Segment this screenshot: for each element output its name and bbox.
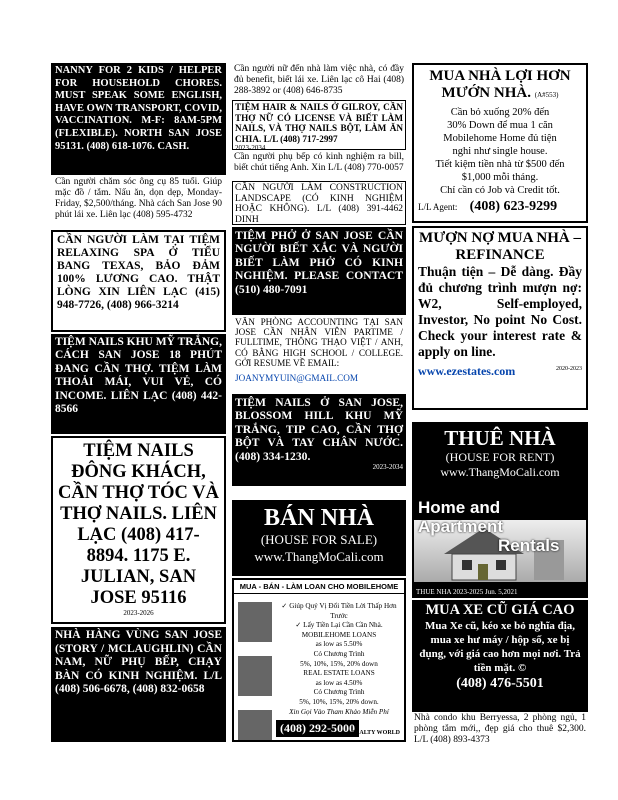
refi-text: Thuận tiện – Dễ dàng. Đầy đủ chương trình mượn nợ: W2, Self-employed, Investor, No point No Cost. Check your interest rate & apply on line.	[418, 264, 582, 359]
rent-site: www.ThangMoCali.com	[440, 465, 560, 479]
avatar	[238, 656, 272, 696]
loan-phone: (408) 292-5000	[276, 720, 359, 737]
ad-gilroy-text: TIỆM HAIR & NAILS Ở GILROY, CẦN THỢ NỮ CÓ LICENSE VÀ BIẾT LÀM NAILS, VÀ THỢ NAILS BỘT, LÀM ĂN CHIA. L/L (408) 717-2997	[235, 102, 403, 144]
rentals-line-1: Home and Apartment	[418, 498, 504, 536]
ad-accounting	[232, 316, 406, 392]
avatar	[238, 602, 272, 642]
buy-body	[418, 106, 582, 197]
loan-line: 5%, 10%, 15%, 20% down	[300, 659, 378, 668]
ad-elder-care	[51, 176, 226, 230]
loan-line: Xin Gọi Vào Tham Khảo Miễn Phí	[289, 707, 389, 716]
buy-line: nghi như single house.	[452, 146, 548, 157]
loan-line: 5%, 10%, 15%, 20% down.	[299, 697, 379, 706]
car-text: Mua Xe cũ, kéo xe bỏ nghĩa địa, mua xe hư máy / hộp số, xe bị đụng, với giá cao hơn mọi nơi. Trả tiền mặt. ©	[419, 620, 581, 674]
ad-blossom-text: TIỆM NAILS Ở SAN JOSE, BLOSSOM HILL KHU MỸ TRẮNG, TIP CAO, CẦN THỢ BỘT VÀ TAY CHÂN NƯỚC. (408) 334-1230.	[235, 396, 403, 463]
ad-condo	[412, 712, 588, 744]
buy-title	[418, 68, 582, 104]
ad-mobilehome-loan	[232, 578, 406, 742]
buy-agent	[418, 199, 582, 215]
ad-accounting-text: VĂN PHÒNG ACCOUNTING TẠI SAN JOSE CẦN NHÂN VIÊN PARTIME / FULLTIME, THÔNG THẠO VIỆT / ANH, CÓ BẰNG HIGH SCHOOL / COLLEGE. GỞI RESUME VỀ EMAIL:	[235, 317, 403, 368]
buy-code: (A#553)	[534, 91, 559, 99]
ad-house-rent	[412, 422, 588, 492]
ad-buy-house	[412, 63, 588, 223]
sale-sub: (HOUSE FOR SALE)	[260, 532, 378, 547]
ad-blossom-code: 2023-2034	[372, 463, 403, 472]
accounting-email-link[interactable]: JOANYMYUIN@GMAIL.COM	[235, 373, 359, 384]
buy-line: Chỉ cần có Job và Credit tốt.	[440, 185, 560, 196]
loan-line: MOBILEHOME LOANS	[301, 630, 377, 639]
ad-nails-2	[51, 436, 226, 624]
buy-line: Mobilehome Home đủ tiện	[443, 133, 557, 144]
loan-details	[276, 602, 402, 717]
buy-line: Tiết kiệm tiền nhà từ $500 đến	[435, 159, 565, 170]
ad-cook	[232, 151, 406, 179]
ad-gilroy	[232, 100, 406, 150]
ad-house-sale	[232, 500, 406, 576]
sale-site: www.ThangMoCali.com	[254, 549, 384, 564]
ad-nails-2-code: 2023-2026	[123, 609, 154, 617]
ad-nails-1-text: TIỆM NAILS KHU MỸ TRẮNG, CÁCH SAN JOSE 18 PHÚT ĐANG CẦN THỢ. TIỆM LÀM THOẢI MÁI, VUI VẺ, CÓ INCOME. LIÊN LẠC (408) 442-8566	[55, 336, 222, 416]
refi-title: MƯỢN NỢ MUA NHÀ – REFINANCE	[419, 230, 581, 263]
ad-restaurant	[51, 627, 226, 742]
loan-line: Có Chương Trình	[313, 649, 365, 658]
rent-title: THUÊ NHÀ	[444, 426, 556, 450]
refi-code: 2020-2023	[556, 366, 582, 372]
buy-line: $1,000 mỗi tháng.	[461, 172, 539, 183]
loan-line: as low as 5.50%	[315, 640, 363, 649]
ad-spa	[51, 230, 226, 332]
ad-pho	[232, 227, 406, 315]
ad-rentals-photo	[412, 492, 588, 598]
refi-footer	[418, 362, 582, 380]
car-phone: (408) 476-5501	[456, 676, 544, 691]
condo-text: Nhà condo khu Berryessa, 2 phòng ngủ, 1 phòng tắm mới,, đẹp giá cho thuê $2,300. L/L (408) 893-4373	[414, 713, 586, 744]
ad-housework	[232, 63, 406, 99]
ezestates-link[interactable]: www.ezestates.com	[418, 364, 516, 378]
ad-housework-text: Cần người nữ đến nhà làm việc nhà, có đầy đủ benefit, biết lái xe. Liên lạc cô Hai (408) 288-3892 or (408) 646-8735	[234, 64, 404, 96]
ad-blossom	[232, 394, 406, 486]
rentals-title	[418, 498, 588, 555]
ad-nanny	[51, 63, 226, 175]
rent-sub: (HOUSE FOR RENT)	[445, 450, 555, 464]
ad-nails-2-text: TIỆM NAILS ĐÔNG KHÁCH, CẦN THỢ TÓC VÀ THỢ NAILS. LIÊN LẠC (408) 417-8894. 1175 E. JULIAN, SAN JOSE 95116	[58, 441, 219, 608]
ad-landscape	[232, 181, 406, 225]
loan-line: as low as 4.50%	[315, 678, 363, 687]
ad-elder-care-text: Cần người chăm sóc ông cụ 85 tuổi. Giúp mặc đồ / tắm. Nấu ăn, dọn dẹp, Monday-Friday, $2,500/tháng. Nhà cách San Jose 90 phút lái xe. Liên lạc (408) 595-4732	[55, 177, 222, 220]
loan-line: REAL ESTATE LOANS	[303, 669, 375, 678]
loan-line: ✓ Giúp Quý Vị Đổi Tiền Lời Thấp Hơn Trước	[281, 602, 397, 620]
ad-pho-text: TIỆM PHỞ Ở SAN JOSE CẦN NGƯỜI BIẾT XẮC VÀ NGƯỜI BIẾT LÀM PHỞ CÓ KINH NGHIỆM. PLEASE CONTACT (510) 480-7091	[235, 229, 403, 296]
rentals-line-2: Rentals	[498, 536, 560, 555]
car-title: MUA XE CŨ GIÁ CAO	[425, 602, 575, 618]
ad-nails-1	[51, 334, 226, 434]
loan-line: Có Chương Trình	[313, 688, 365, 697]
buy-line: Cần bỏ xuống 20% đến	[450, 107, 550, 118]
buy-line: 30% Down để mua 1 căn	[447, 120, 553, 131]
avatar	[238, 710, 272, 742]
buy-title-text: MUA NHÀ LỢI HƠN MƯỚN NHÀ.	[429, 68, 571, 101]
ad-used-car	[412, 600, 588, 712]
loan-line: ✓ Lấy Tiền Lại Cần Cần Nhà.	[295, 621, 383, 630]
loan-header: MUA - BÁN - LÀM LOAN CHO MOBILEHOME	[234, 580, 404, 594]
buy-agent-label: L/L Agent:	[418, 202, 458, 212]
loan-people	[238, 602, 274, 736]
ad-restaurant-text: NHÀ HÀNG VÙNG SAN JOSE (STORY / MCLAUGHLIN) CẦN NAM, NỮ PHỤ BẾP, CHẠY BÀN CÓ KINH NGHIỆM. L/L (408) 506-6678, (408) 832-0658	[55, 629, 222, 695]
ad-cook-text: Cần người phụ bếp có kinh nghiệm ra bill, biết chút tiếng Anh. Xin L/L (408) 770-0057	[234, 152, 404, 173]
ad-refinance	[412, 226, 588, 410]
ad-spa-text: CẦN NGƯỜI LÀM TẠI TIỆM RELAXING SPA Ở TIỂU BANG TEXAS, BẢO ĐẢM 100% LƯƠNG CAO. THẬT LÒNG XIN LIÊN LẠC (415) 948-7726, (408) 966-3214	[57, 234, 220, 311]
rentals-caption: THUE NHA 2023-2025 Jun. 5,2021	[416, 588, 518, 596]
realty-world-logo: REALTY WORLD	[351, 730, 400, 736]
sale-title: BÁN NHÀ	[263, 505, 374, 531]
ad-landscape-text: CẦN NGƯỜI LÀM CONSTRUCTION LANDSCAPE (CÓ KINH NGHIỆM HOẶC KHÔNG). L/L (408) 391-4462 DINH	[235, 183, 403, 225]
buy-phone: (408) 623-9299	[469, 199, 558, 214]
ad-gilroy-code: 2023-2034	[235, 144, 266, 150]
ad-nanny-text: NANNY FOR 2 KIDS / HELPER FOR HOUSEHOLD CHORES. MUST SPEAK SOME ENGLISH, HAVE OWN TRANSPORT, COVID, VACCINATION. M-F: 8AM-5PM (FLEXIBLE). NORTH SAN JOSE 95131. (408) 618-1076. CASH.	[55, 65, 222, 152]
